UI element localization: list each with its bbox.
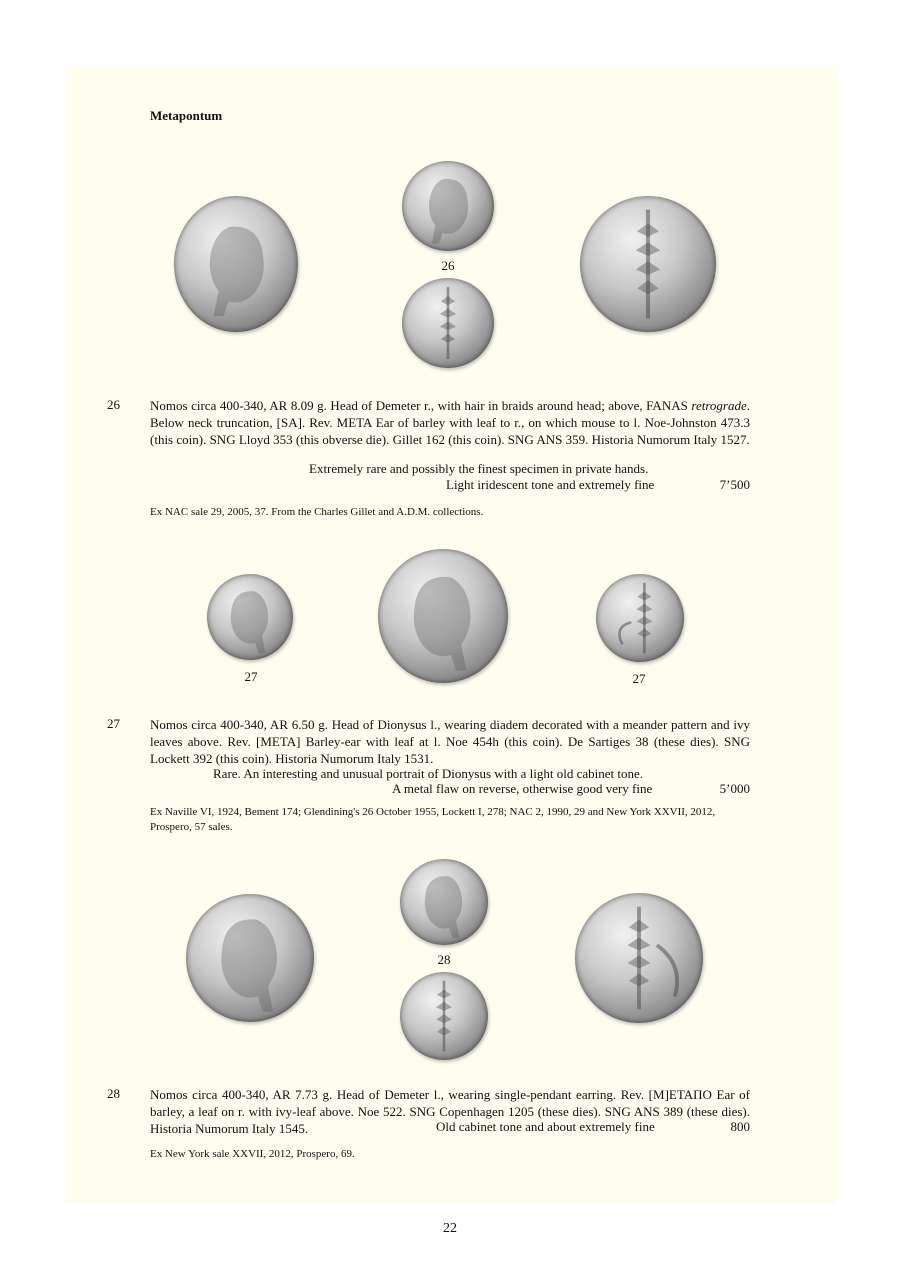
barley-ear-icon bbox=[596, 574, 684, 662]
coin-label: 28 bbox=[437, 952, 451, 967]
coin-26-obverse-large bbox=[174, 196, 298, 332]
lot-description: Nomos circa 400-340, AR 7.73 g. Head of Demeter l., wearing single-pendant earring. Rev. [M]ΕΤΑΠΟ Ear of barley, a leaf on r. with ivy-leaf above. Noe 522. SNG Copenhagen 1205 (these dies). SNG ANS 389 (these dies). Historia Numorum Italy 1545. bbox=[150, 1087, 750, 1136]
demeter-head-left-icon bbox=[400, 859, 488, 945]
coin-label: 27 bbox=[244, 669, 258, 684]
coin-label: 27 bbox=[632, 671, 646, 686]
lot-description bbox=[150, 397, 750, 448]
lot-provenance: Ex New York sale XXVII, 2012, Prospero, 69. bbox=[150, 1148, 355, 1160]
lot-rarity: Extremely rare and possibly the finest specimen in private hands. bbox=[309, 461, 649, 476]
barley-ear-icon bbox=[580, 196, 716, 332]
lot-grade: Light iridescent tone and extremely fine bbox=[446, 477, 655, 492]
coin-28-obverse-small bbox=[400, 859, 488, 945]
coin-26-reverse-small bbox=[402, 278, 494, 368]
lot-number: 28 bbox=[107, 1086, 120, 1101]
lot-provenance: Ex NAC sale 29, 2005, 37. From the Charles Gillet and A.D.M. collections. bbox=[150, 506, 484, 518]
demeter-head-left-icon bbox=[186, 894, 314, 1022]
lot-number: 26 bbox=[107, 397, 120, 412]
barley-ear-icon bbox=[402, 278, 494, 368]
lot-price: 800 bbox=[730, 1119, 750, 1134]
lot-price: 5’000 bbox=[719, 781, 750, 796]
desc-rest: . Below neck truncation, [SA]. Rev. META Ear of barley with leaf to r., on which mouse to l. Noe-Johnston 473.3 (this coin). SNG Lloyd 353 (this obverse die). Gillet 162 (this coin). SNG ANS 359. Historia Numorum Italy 1527. bbox=[150, 398, 750, 447]
page-number: 22 bbox=[443, 1221, 457, 1236]
section-title: Metapontum bbox=[150, 108, 223, 123]
barley-ear-icon bbox=[575, 893, 703, 1023]
barley-ear-icon bbox=[400, 972, 488, 1060]
desc-main: Nomos circa 400-340, AR 8.09 g. Head of Demeter r., with hair in braids around head; above, FANAS bbox=[150, 398, 692, 413]
coin-27-obverse-small bbox=[207, 574, 293, 660]
coin-label: 26 bbox=[441, 258, 455, 273]
lot-provenance: Ex Naville VI, 1924, Bement 174; Glendining's 26 October 1955, Lockett I, 278; NAC 2, 1990, 29 and New York XXVII, 2012, Prospero, 57 sales. bbox=[150, 806, 716, 833]
demeter-head-right-icon bbox=[402, 161, 494, 251]
coin-27-obverse-large bbox=[378, 549, 508, 683]
lot-description: Nomos circa 400-340, AR 6.50 g. Head of Dionysus l., wearing diadem decorated with a meander pattern and ivy leaves above. Rev. [META] Barley-ear with leaf at l. Noe 454h (this coin). De Sartiges 38 (these dies). SNG Lockett 392 (this coin). Historia Numorum Italy 1531. bbox=[150, 717, 750, 766]
lot-price: 7’500 bbox=[719, 477, 750, 492]
coin-26-obverse-small bbox=[402, 161, 494, 251]
coin-26-reverse-large bbox=[580, 196, 716, 332]
dionysus-head-left-icon bbox=[207, 574, 293, 660]
lot-number: 27 bbox=[107, 716, 120, 731]
demeter-head-right-icon bbox=[174, 196, 298, 332]
coin-28-reverse-large bbox=[575, 893, 703, 1023]
lot-grade: Old cabinet tone and about extremely fine bbox=[436, 1119, 655, 1134]
coin-27-reverse-small bbox=[596, 574, 684, 662]
coin-28-obverse-large bbox=[186, 894, 314, 1022]
coin-28-reverse-small bbox=[400, 972, 488, 1060]
lot-grade: A metal flaw on reverse, otherwise good very fine bbox=[392, 781, 653, 796]
dionysus-head-left-icon bbox=[378, 549, 508, 683]
desc-italic: retrograde bbox=[691, 398, 747, 413]
lot-rarity: Rare. An interesting and unusual portrait of Dionysus with a light old cabinet tone. bbox=[213, 766, 644, 781]
